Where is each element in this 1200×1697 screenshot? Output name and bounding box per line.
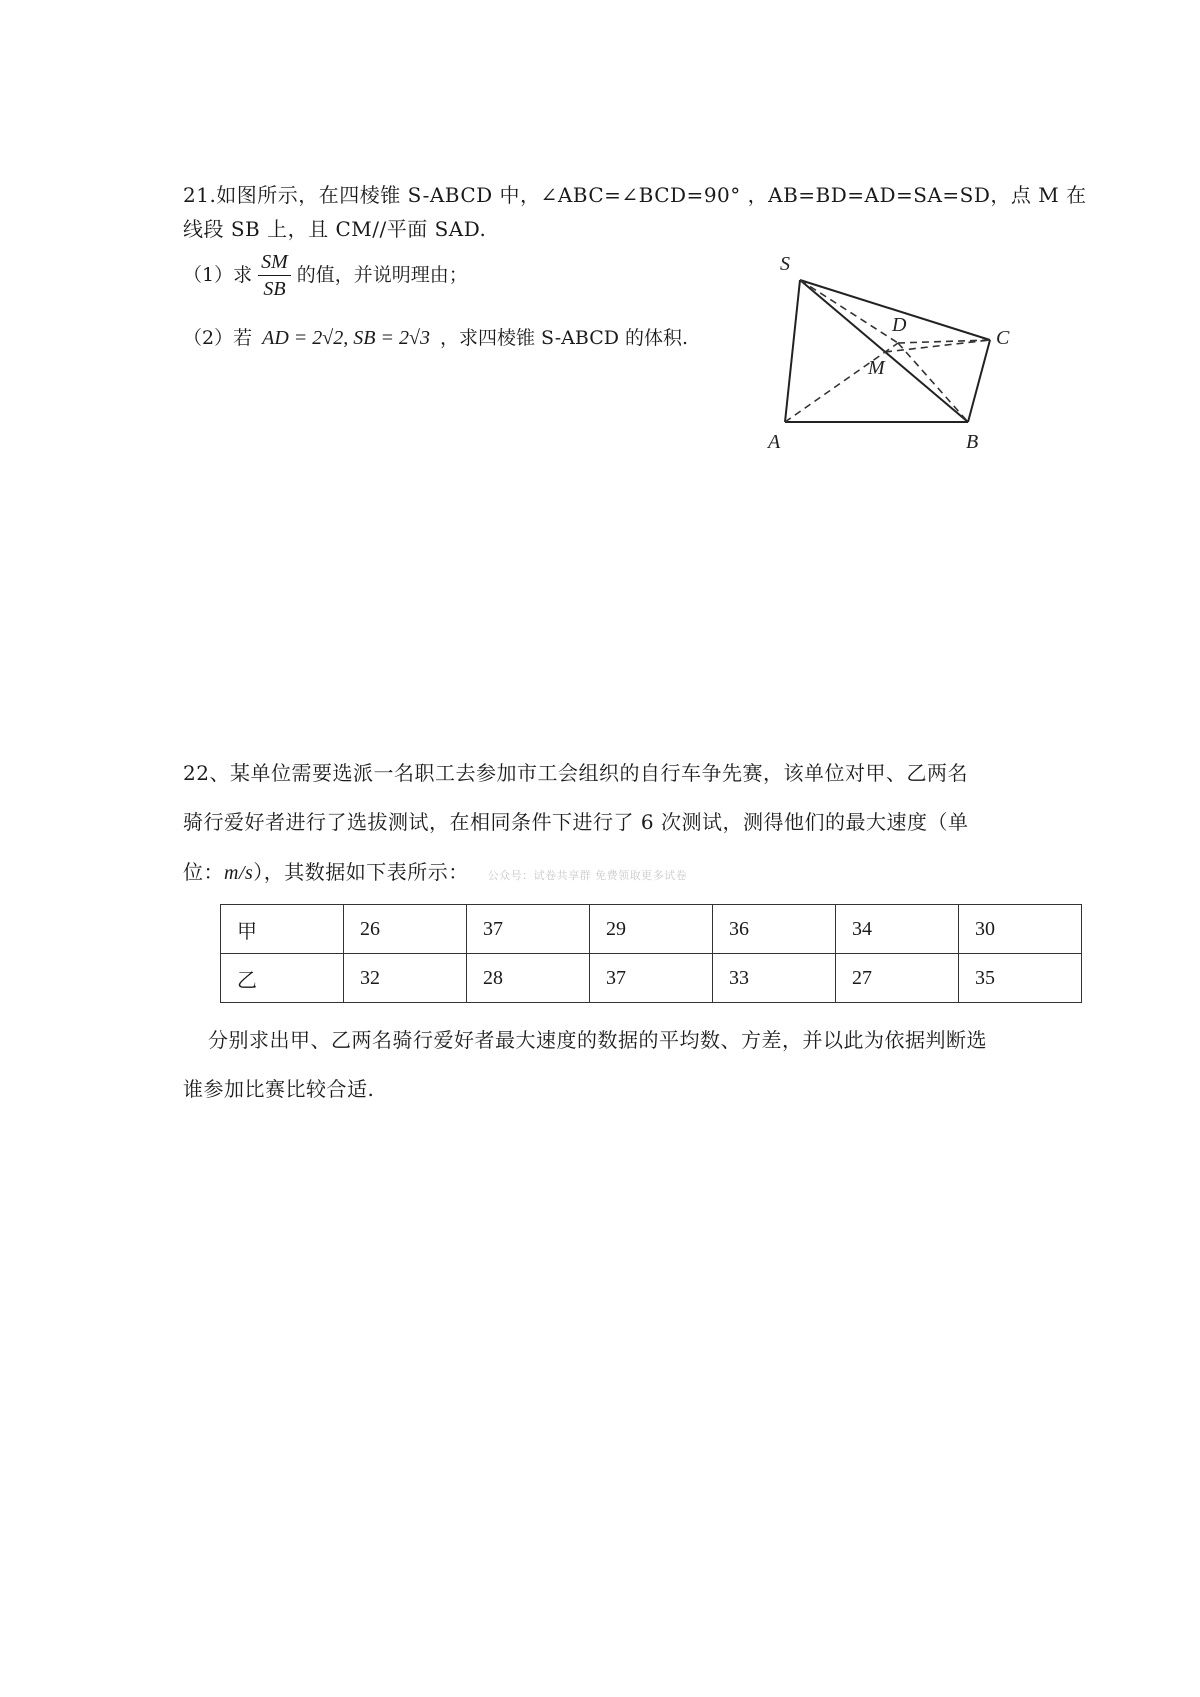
watermark: 公众号：试卷共享群 免费领取更多试卷 <box>487 869 688 882</box>
fraction-sm-sb <box>258 249 291 302</box>
table-cell: 32 <box>344 954 467 1003</box>
q22-unit: m/s <box>224 862 254 884</box>
q22-line3 <box>183 857 687 891</box>
table-row <box>221 905 1082 954</box>
label-b: B <box>966 431 979 453</box>
q22-line1: 22、某单位需要选派一名职工去参加市工会组织的自行车争先赛，该单位对甲、乙两名 <box>183 761 968 785</box>
label-a: A <box>768 431 781 453</box>
table-cell: 36 <box>713 905 836 954</box>
table-cell: 27 <box>836 954 959 1003</box>
label-c: C <box>996 327 1010 349</box>
table-cell: 37 <box>590 954 713 1003</box>
edge-bc <box>968 340 990 422</box>
pyramid-figure <box>760 248 1020 458</box>
q21-part2-suffix: ，求四棱锥 S-ABCD 的体积. <box>440 327 689 349</box>
fraction-denominator: SB <box>263 277 286 300</box>
table-cell: 34 <box>836 905 959 954</box>
edge-dc-dashed <box>898 340 990 343</box>
q22-line3-suffix: ），其数据如下表所示： <box>253 860 469 884</box>
table-cell: 29 <box>590 905 713 954</box>
q21-line2: 线段 SB 上，且 CM//平面 SAD. <box>183 217 487 241</box>
q21-part2-math: AD = 2√2, SB = 2√3 <box>262 327 430 349</box>
row-label: 甲 <box>221 905 344 954</box>
edge-sd-dashed <box>800 280 898 343</box>
q21-part1-suffix: 的值，并说明理由； <box>296 264 468 286</box>
q21-part2-prefix: （2）若 <box>183 327 253 349</box>
q22-line2: 骑行爱好者进行了选拔测试，在相同条件下进行了 6 次测试，测得他们的最大速度（单 <box>183 810 969 834</box>
q22-after2: 谁参加比赛比较合适. <box>183 1077 375 1101</box>
speed-table <box>220 904 1082 1003</box>
q21-part1 <box>183 245 468 305</box>
fraction-numerator: SM <box>258 249 291 276</box>
q21-part1-prefix: （1）求 <box>183 264 253 286</box>
table-cell: 33 <box>713 954 836 1003</box>
edge-sa <box>785 280 800 422</box>
row-label: 乙 <box>221 954 344 1003</box>
edge-sb <box>800 280 968 422</box>
q22-after1: 分别求出甲、乙两名骑行爱好者最大速度的数据的平均数、方差，并以此为依据判断选 <box>208 1028 987 1052</box>
edge-ad-dashed <box>785 343 898 422</box>
table-cell: 26 <box>344 905 467 954</box>
q21-line1: 21.如图所示，在四棱锥 S-ABCD 中，∠ABC=∠BCD=90° ，AB=BD=AD=SA=SD，点 M 在 <box>183 183 1087 207</box>
label-d: D <box>892 314 907 336</box>
table-row <box>221 954 1082 1003</box>
table-cell: 37 <box>467 905 590 954</box>
table-cell: 30 <box>959 905 1082 954</box>
table-cell: 35 <box>959 954 1082 1003</box>
table-cell: 28 <box>467 954 590 1003</box>
q21-part2 <box>183 324 688 352</box>
edge-db-dashed <box>898 343 968 422</box>
label-s: S <box>780 253 790 275</box>
label-m: M <box>868 357 885 379</box>
q22-line3-prefix: 位： <box>183 860 224 884</box>
